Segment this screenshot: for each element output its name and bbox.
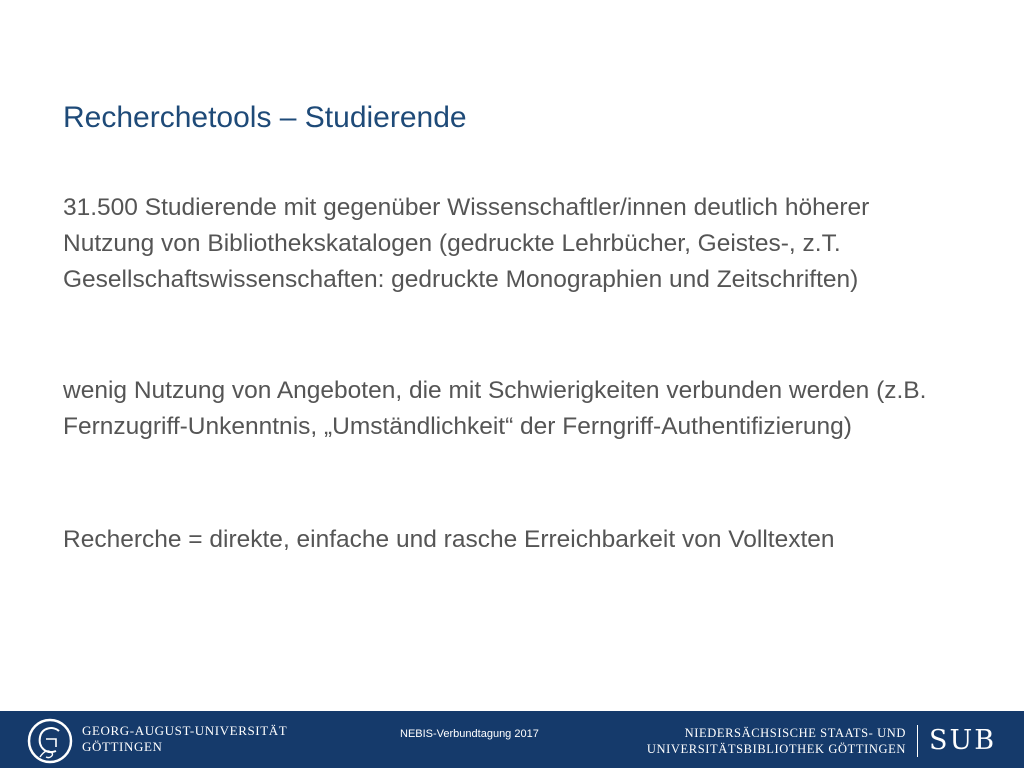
university-seal-icon (26, 717, 74, 765)
slide-title: Recherchetools – Studierende (63, 101, 467, 134)
library-name (647, 725, 906, 757)
footer-bar (0, 711, 1024, 768)
university-name-line1: GEORG-AUGUST-UNIVERSITÄT (82, 723, 288, 738)
library-name-line2: UNIVERSITÄTSBIBLIOTHEK GÖTTINGEN (646, 742, 906, 756)
university-name-line2: GÖTTINGEN (82, 739, 163, 754)
paragraph-students-usage: 31.500 Studierende mit gegenüber Wissenschaftler/innen deutlich höherer Nutzung von Bibliothekskatalogen (gedruckte Lehrbücher, Geistes-, z.T. Gesellschaftswissenschaften: gedruckte Monographien und Zeitschriften) (63, 194, 870, 293)
footer-divider (917, 725, 918, 757)
paragraph-research-definition: Recherche = direkte, einfache und rasche Erreichbarkeit von Volltexten (63, 526, 835, 553)
paragraph-low-usage: wenig Nutzung von Angeboten, die mit Schwierigkeiten verbunden werden (z.B. Fernzugriff-Unkenntnis, „Umständlichkeit“ der Ferngriff-Authentifizierung) (63, 377, 927, 440)
university-name (82, 723, 287, 755)
event-name: NEBIS-Verbundtagung 2017 (400, 728, 539, 740)
library-name-line1: NIEDERSÄCHSISCHE STAATS- UND (684, 726, 906, 740)
sub-logo: SUB (929, 725, 997, 756)
